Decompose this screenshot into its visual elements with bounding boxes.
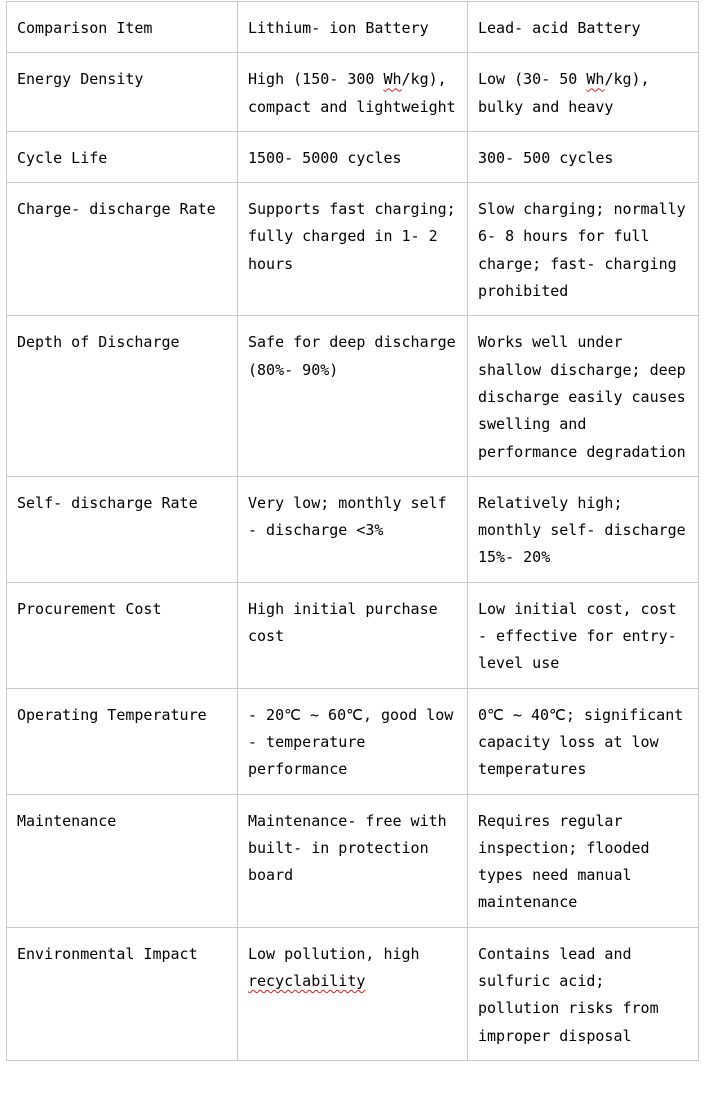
table-row-charge-rate xyxy=(7,183,699,316)
cell-text: High (150- 300 xyxy=(248,70,384,89)
cell-text: Low pollution, high xyxy=(248,944,420,963)
lead-cell: Works well under shallow discharge; deep discharge easily causes swelling and performance degradation xyxy=(468,316,699,476)
spellcheck-word: Wh xyxy=(586,70,605,89)
lithium-cell: Supports fast charging; fully charged in 1- 2 hours xyxy=(238,183,468,316)
table-row-operating-temperature xyxy=(7,688,699,794)
spellcheck-word: recyclability xyxy=(248,972,366,991)
header-cell-lithium: Lithium- ion Battery xyxy=(238,2,468,53)
table-row-depth-of-discharge xyxy=(7,316,699,476)
table-row-maintenance xyxy=(7,794,699,927)
table-row-environmental-impact xyxy=(7,927,699,1060)
lithium-cell: Maintenance- free with built- in protection board xyxy=(238,794,468,927)
cell-text: /kg), compact and lightweight xyxy=(248,70,456,116)
lithium-cell: High initial purchase cost xyxy=(238,582,468,688)
row-label: Cycle Life xyxy=(7,131,238,182)
lithium-cell: Very low; monthly self - discharge <3% xyxy=(238,476,468,582)
table-row-cycle-life xyxy=(7,131,699,182)
row-label: Charge- discharge Rate xyxy=(7,183,238,316)
cell-text: /kg), bulky and heavy xyxy=(478,70,650,116)
comparison-table xyxy=(6,1,699,1061)
cell-text: Low (30- 50 xyxy=(478,70,587,89)
row-label: Energy Density xyxy=(7,53,238,132)
lead-cell xyxy=(468,53,699,132)
row-label: Depth of Discharge xyxy=(7,316,238,476)
lead-cell: Low initial cost, cost - effective for entry-level use xyxy=(468,582,699,688)
lead-cell: 300- 500 cycles xyxy=(468,131,699,182)
lead-cell: Requires regular inspection; flooded types need manual maintenance xyxy=(468,794,699,927)
table-header-row xyxy=(7,2,699,53)
lithium-cell xyxy=(238,53,468,132)
lead-cell: Slow charging; normally 6- 8 hours for full charge; fast- charging prohibited xyxy=(468,183,699,316)
header-cell-item: Comparison Item xyxy=(7,2,238,53)
table-row-procurement-cost xyxy=(7,582,699,688)
lithium-cell: 1500- 5000 cycles xyxy=(238,131,468,182)
lithium-cell xyxy=(238,927,468,1060)
row-label: Procurement Cost xyxy=(7,582,238,688)
lead-cell: Contains lead and sulfuric acid; pollution risks from improper disposal xyxy=(468,927,699,1060)
header-cell-lead: Lead- acid Battery xyxy=(468,2,699,53)
row-label: Operating Temperature xyxy=(7,688,238,794)
lithium-cell: - 20℃ ~ 60℃, good low - temperature performance xyxy=(238,688,468,794)
table-row-energy-density xyxy=(7,53,699,132)
row-label: Maintenance xyxy=(7,794,238,927)
row-label: Environmental Impact xyxy=(7,927,238,1060)
lead-cell: 0℃ ~ 40℃; significant capacity loss at low temperatures xyxy=(468,688,699,794)
row-label: Self- discharge Rate xyxy=(7,476,238,582)
lead-cell: Relatively high; monthly self- discharge 15%- 20% xyxy=(468,476,699,582)
lithium-cell: Safe for deep discharge (80%- 90%) xyxy=(238,316,468,476)
spellcheck-word: Wh xyxy=(383,70,402,89)
table-row-self-discharge xyxy=(7,476,699,582)
document-page xyxy=(6,1,698,1061)
